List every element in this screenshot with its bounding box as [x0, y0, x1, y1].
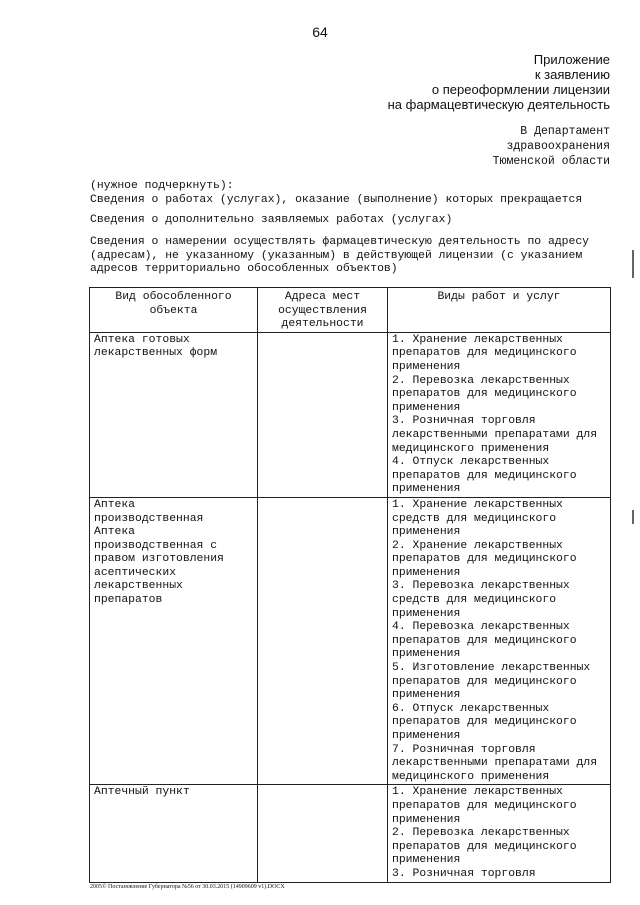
cell-line: 2. Перевозка лекарственных [392, 827, 570, 840]
cell-line: препаратов для медицинского [392, 553, 577, 566]
cell-line: 1. Хранение лекарственных [392, 333, 563, 346]
cell-line: 5. Изготовление лекарственных [392, 662, 591, 675]
cell-line: применения [392, 360, 461, 373]
cell-line: лекарственных форм [94, 347, 218, 360]
cell-line: лекарственными препаратами для [392, 757, 598, 770]
header-object-type [90, 288, 258, 333]
cell-line: применения [392, 526, 461, 539]
option-intent [90, 236, 610, 277]
option-intent-line: (адресам), не указанному (указанным) в действующей лицензии (с указанием [90, 249, 583, 262]
addressee-line: В Департамент [520, 125, 610, 138]
cell-line: лекарственными препаратами для [392, 428, 598, 441]
scan-edge-mark [632, 250, 634, 278]
cell-line: Аптека [94, 498, 136, 511]
cell-line: 7. Розничная торговля [392, 743, 536, 756]
cell-line: средств для медицинского [392, 512, 557, 525]
address-cell [258, 785, 388, 882]
cell-line: применения [392, 813, 461, 826]
document-footer: 2005© Постановление Губернатора №56 от 30.03.2015 (14909609 v1).DOCX [90, 884, 285, 890]
option-intent-line: Сведения о намерении осуществлять фармацевтическую деятельность по адресу [90, 236, 589, 248]
table-header-row [90, 288, 611, 333]
services-cell [388, 497, 611, 784]
appendix-line: о переоформлении лицензии [431, 82, 610, 97]
option-intent-line: адресов территориально обособленных объектов) [90, 263, 398, 276]
cell-line: препаратов для медицинского [392, 799, 577, 812]
table-row [90, 332, 611, 497]
cell-line: правом изготовления [94, 553, 224, 566]
address-cell [258, 497, 388, 784]
cell-line: применения [392, 483, 461, 496]
cell-line: применения [392, 689, 461, 702]
scan-edge-mark [632, 510, 634, 524]
cell-line: 4. Отпуск лекарственных [392, 456, 550, 469]
cell-line: Аптечный пункт [94, 786, 190, 799]
cell-line: 3. Розничная торговля [392, 867, 536, 880]
objects-table [89, 287, 611, 883]
cell-line: медицинского применения [392, 770, 550, 783]
cell-line: применения [392, 854, 461, 867]
cell-line: применения [392, 730, 461, 742]
services-cell [388, 785, 611, 882]
cell-line: препаратов для медицинского [392, 634, 577, 647]
cell-line: препаратов [94, 594, 163, 607]
cell-line: препаратов для медицинского [392, 840, 577, 853]
cell-line: препаратов для медицинского [392, 716, 577, 729]
cell-line: препаратов для медицинского [392, 469, 577, 482]
cell-line: 6. Отпуск лекарственных [392, 702, 550, 715]
cell-line: препаратов для медицинского [392, 347, 577, 360]
cell-line: применения [392, 648, 461, 661]
page-number: 64 [312, 24, 328, 40]
cell-line: производственная [94, 512, 204, 525]
cell-line: 4. Перевозка лекарственных [392, 621, 570, 634]
choose-note: (нужное подчеркнуть): [90, 180, 234, 192]
addressee-line: здравоохранения [506, 140, 610, 153]
cell-line: Аптека готовых [94, 333, 190, 346]
addressee-block [493, 124, 610, 169]
cell-line: применения [392, 566, 461, 579]
cell-line: 2. Хранение лекарственных [392, 539, 563, 552]
object-type-cell [90, 332, 258, 497]
cell-line: асептических [94, 566, 177, 579]
header-line: объекта [149, 304, 198, 317]
cell-line: препаратов для медицинского [392, 388, 577, 401]
cell-line: 1. Хранение лекарственных [392, 498, 563, 511]
header-services [388, 288, 611, 333]
addressee-line: Тюменской области [492, 155, 610, 168]
cell-line: медицинского применения [392, 442, 550, 455]
header-line: Вид обособленного [115, 291, 232, 303]
object-type-cell [90, 785, 258, 882]
header-line: осуществления [278, 304, 367, 317]
appendix-line: Приложение [533, 52, 610, 67]
services-cell [388, 332, 611, 497]
appendix-block [388, 52, 610, 112]
cell-line: 1. Хранение лекарственных [392, 786, 563, 799]
table-row [90, 785, 611, 882]
header-line: деятельности [281, 318, 364, 331]
cell-line: 2. Перевозка лекарственных [392, 374, 570, 387]
appendix-line: на фармацевтическую деятельность [387, 97, 610, 112]
object-type-cell [90, 497, 258, 784]
cell-line: Аптека [94, 526, 136, 539]
header-addresses [258, 288, 388, 333]
cell-line: 3. Перевозка лекарственных [392, 580, 570, 593]
cell-line: производственная с [94, 539, 218, 552]
cell-line: применения [392, 607, 461, 620]
address-cell [258, 332, 388, 497]
option-terminated: Сведения о работах (услугах), оказание (выполнение) которых прекращается [90, 194, 583, 206]
option-additional: Сведения о дополнительно заявляемых работах (услугах) [90, 214, 453, 226]
cell-line: применения [392, 401, 461, 414]
appendix-line: к заявлению [534, 67, 610, 82]
cell-line: средств для медицинского [392, 594, 557, 607]
cell-line: 3. Розничная торговля [392, 415, 536, 428]
header-line: Адреса мест [284, 291, 361, 303]
header-line: Виды работ и услуг [437, 291, 561, 303]
cell-line: лекарственных [94, 580, 183, 593]
table-row [90, 497, 611, 784]
cell-line: препаратов для медицинского [392, 675, 577, 688]
